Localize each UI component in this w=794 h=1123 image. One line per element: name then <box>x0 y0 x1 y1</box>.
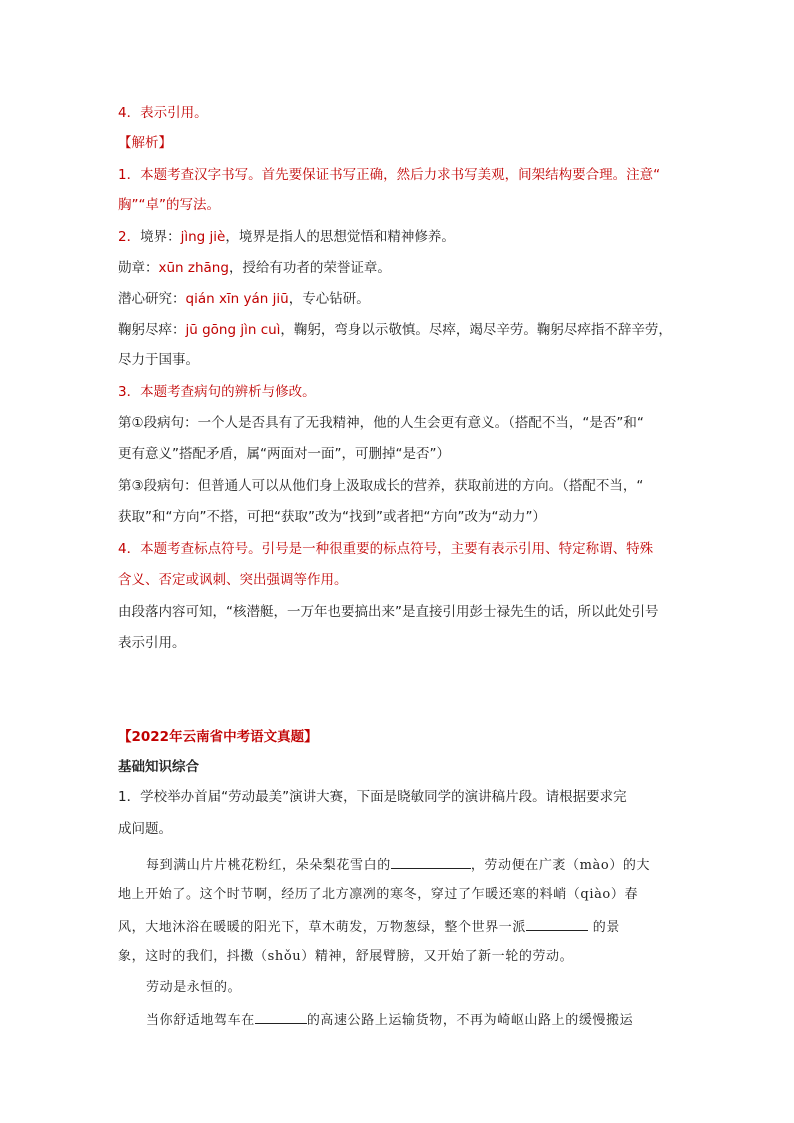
analysis-p1-text: 本题考查汉字书写。首先要保证书写正确，然后力求书写美观，间架结构要合理。注意“ <box>140 167 661 183</box>
passage-line-2: 地上开始了。这个时节啊，经历了北方凛冽的寒冬，穿过了乍暖还寒的料峭（qiào）春 <box>118 887 639 902</box>
answer-item-4-text: 4．表示引用。 <box>118 105 208 121</box>
passage-line-1 <box>146 855 650 875</box>
fill-blank-1[interactable] <box>391 855 471 869</box>
answer-item-4 <box>118 104 208 122</box>
passage-line-3-a: 风，大地沐浴在暖暖的阳光下，草木萌发，万物葱绿，整个世界一派 <box>118 920 527 935</box>
analysis-p3-number: 3． <box>118 384 141 400</box>
analysis-p3b-text: 段病句：但普通人可以从他们身上汲取成长的营养，获取前进的方向。（搭配不当，“ <box>143 478 644 494</box>
exam-heading: 【2022年云南省中考语文真题】 <box>118 729 318 745</box>
analysis-p2-rest: ，境界是指人的思想觉悟和精神修养。 <box>225 229 455 245</box>
passage-line-1-a: 每到满山片片桃花粉红，朵朵梨花雪白的 <box>146 858 391 873</box>
analysis-p2b-line <box>118 259 391 277</box>
passage-line-6-b: 的高速公路上运输货物，不再为崎岖山路上的缓慢搬运 <box>306 1013 634 1028</box>
analysis-p1-line2: 胸”“卓”的写法。 <box>118 197 220 213</box>
passage-line-3 <box>118 917 620 937</box>
section-title: 基础知识综合 <box>118 759 199 775</box>
analysis-p3a-line1 <box>118 414 644 432</box>
analysis-p4b-line1: 由段落内容可知，“核潜艇，一万年也要搞出来”是直接引用彭士禄先生的话，所以此处引号 <box>118 604 659 620</box>
question-1-line1: 1．学校举办首届“劳动最美”演讲大赛，下面是晓敏同学的演讲稿片段。请根据要求完 <box>118 789 627 805</box>
analysis-p2c-word: 潜心研究： <box>118 291 186 307</box>
analysis-p2d-line2: 尽力于国事。 <box>118 352 199 368</box>
passage-line-6 <box>146 1010 633 1030</box>
passage-line-4: 象，这时的我们，抖擞（shǒu）精神，舒展臂膀，又开始了新一轮的劳动。 <box>118 949 574 964</box>
analysis-p2c-rest: ，专心钻研。 <box>288 291 370 307</box>
passage-line-3-b: 的景 <box>588 920 620 935</box>
question-1-line2: 成问题。 <box>118 821 172 837</box>
analysis-p3b-prefix: 第 <box>118 478 132 494</box>
analysis-p2b-pinyin: xūn zhāng <box>158 260 229 276</box>
analysis-p2-word: 境界： <box>140 229 181 245</box>
analysis-p3a-line2: 更有意义”搭配矛盾，属“两面对一面”，可删掉“是否”） <box>118 446 450 462</box>
analysis-p2d-word: 鞠躬尽瘁： <box>118 322 186 338</box>
analysis-p1-number: 1． <box>118 167 141 183</box>
fill-blank-2[interactable] <box>526 917 588 931</box>
analysis-p3-text: 本题考查病句的辨析与修改。 <box>140 384 316 400</box>
analysis-p3b-line1 <box>118 477 643 495</box>
analysis-p2c-pinyin: qián xīn yán jiū <box>185 291 289 307</box>
analysis-p3b-circle-number: ③ <box>131 478 144 494</box>
passage-line-6-a: 当你舒适地驾车在 <box>146 1013 255 1028</box>
analysis-p2d-line <box>118 321 672 339</box>
analysis-p4-line2: 含义、否定或讽刺、突出强调等作用。 <box>118 572 348 588</box>
analysis-p2-line <box>118 228 455 246</box>
analysis-p1-line1 <box>118 166 660 184</box>
fill-blank-3[interactable] <box>255 1010 307 1024</box>
analysis-p4-line1 <box>118 540 653 558</box>
passage-line-5: 劳动是永恒的。 <box>146 980 242 995</box>
analysis-p2-pinyin: jìng jiè <box>180 229 226 245</box>
passage-line-1-b: ，劳动便在广袤（mào）的大 <box>470 858 651 873</box>
analysis-p3a-circle-number: ① <box>131 415 144 431</box>
analysis-p2b-word: 勋章： <box>118 260 159 276</box>
analysis-p3a-text: 段病句：一个人是否具有了无我精神，他的人生会更有意义。（搭配不当，“是否”和“ <box>143 415 644 431</box>
analysis-p2c-line <box>118 290 370 308</box>
analysis-p4-text: 本题考查标点符号。引号是一种很重要的标点符号，主要有表示引用、特定称谓、特殊 <box>140 541 654 557</box>
analysis-p2-number: 2． <box>118 229 141 245</box>
analysis-p3a-prefix: 第 <box>118 415 132 431</box>
analysis-p4b-line2: 表示引用。 <box>118 635 186 651</box>
analysis-p3b-line2: 获取”和“方向”不搭，可把“获取”改为“找到”或者把“方向”改为“动力”） <box>118 509 546 525</box>
analysis-p4-number: 4． <box>118 541 141 557</box>
analysis-p3-line <box>118 383 316 401</box>
analysis-p2b-rest: ，授给有功者的荣誉证章。 <box>228 260 391 276</box>
analysis-title: 【解析】 <box>118 135 172 151</box>
analysis-p2d-pinyin: jū gōng jìn cuì <box>185 322 281 338</box>
analysis-p2d-rest: ，鞠躬，弯身以示敬慎。尽瘁，竭尽辛劳。鞠躬尽瘁指不辞辛劳， <box>280 322 672 338</box>
